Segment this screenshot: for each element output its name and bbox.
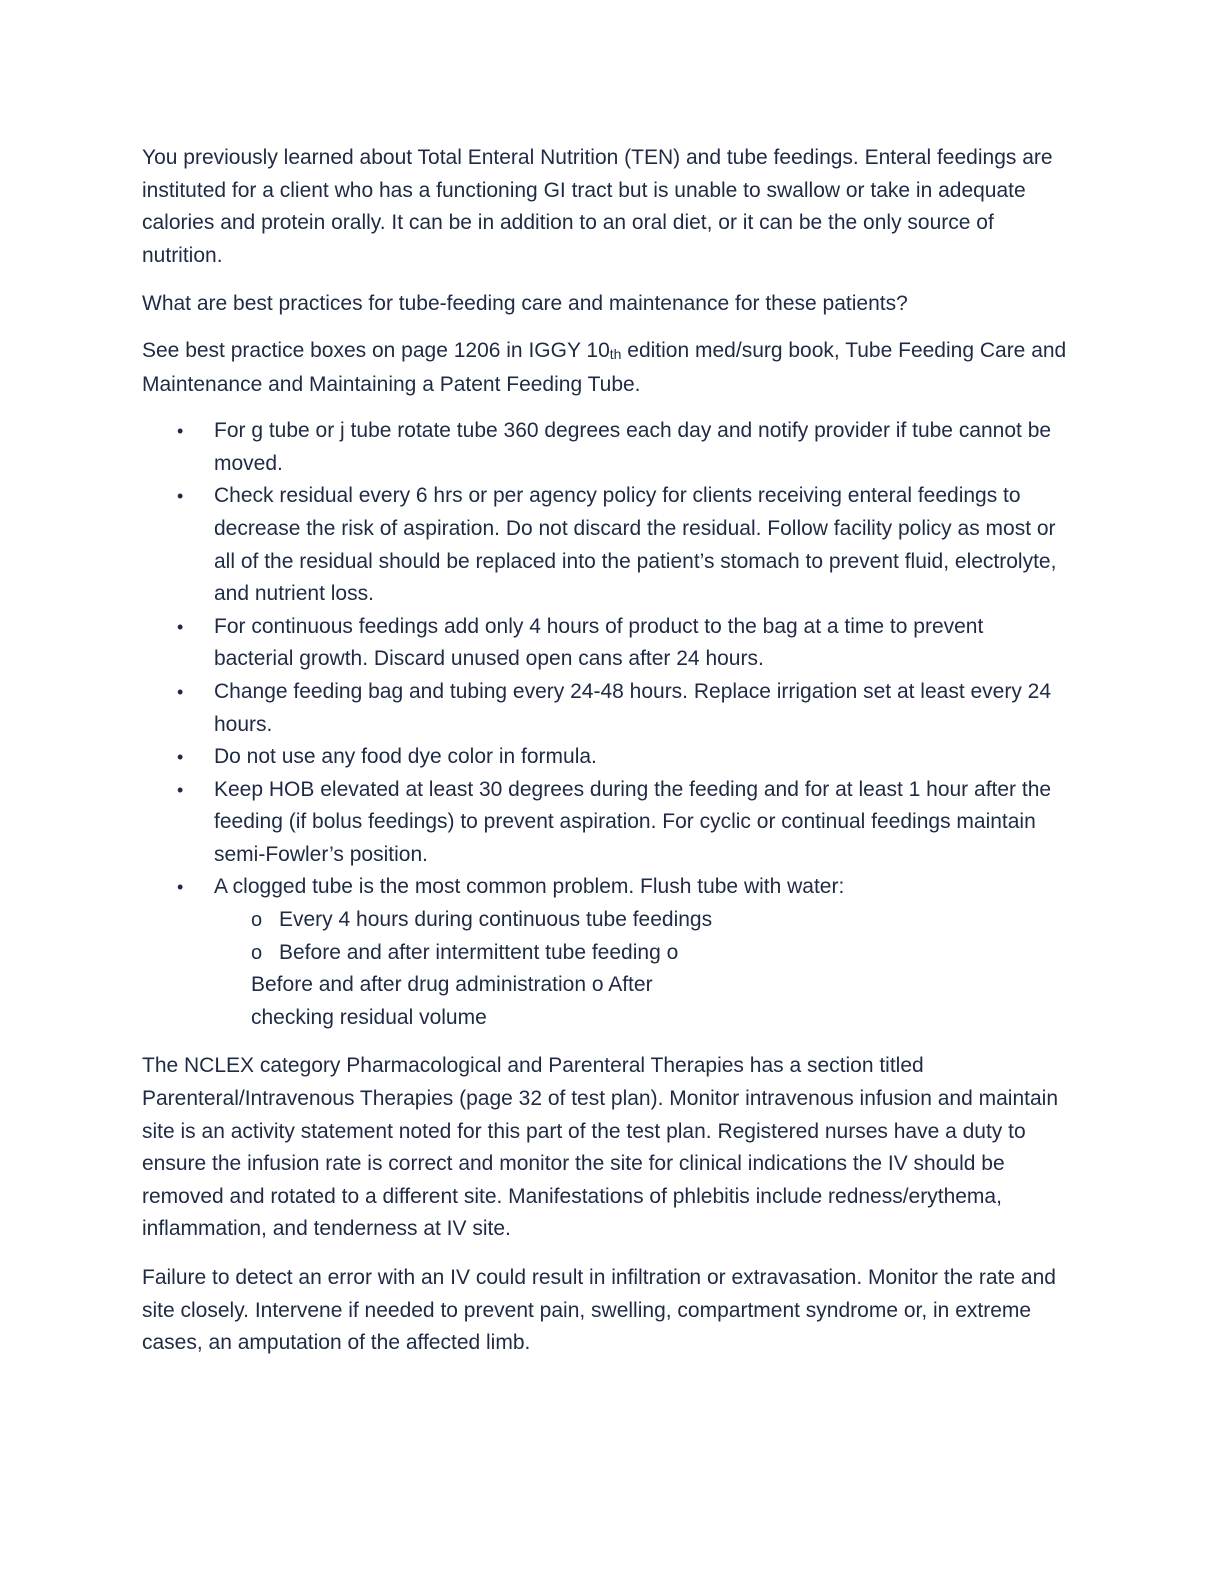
nclex-paragraph: The NCLEX category Pharmacological and Parenteral Therapies has a section titled Parenteral/Intravenous Therapies (page 32 of test plan). Monitor intravenous infusion and maintain site is an activity statement noted for this part of the test plan. Registered nurses have a duty to ensure the infusion rate is correct and monitor the site for clinical indications the IV should be removed and rotated to a different site. Manifestations of phlebitis include redness/erythema, inflammation, and tenderness at IV site. [142, 1054, 1058, 1241]
list-item [142, 480, 1072, 610]
reference-paragraph [142, 335, 1072, 401]
bullet-icon: • [177, 616, 184, 637]
list-item [142, 676, 1072, 741]
sub-list-item [214, 904, 1058, 937]
sub-list-item-text: Before and after intermittent tube feeding o [279, 940, 679, 964]
question-paragraph: What are best practices for tube-feeding care and maintenance for these patients? [142, 292, 908, 316]
list-item-text: Change feeding bag and tubing every 24-48 hours. Replace irrigation set at least every 24 hours. [214, 679, 1052, 736]
list-item-text: Keep HOB elevated at least 30 degrees during the feeding and for at least 1 hour after the feeding (if bolus feedings) to prevent aspiration. For cyclic or continual feedings maintain semi-Fowler’s position. [214, 777, 1052, 866]
bullet-icon: • [177, 681, 184, 702]
intro-paragraph: You previously learned about Total Enteral Nutrition (TEN) and tube feedings. Enteral feedings are instituted for a client who has a functioning GI tract but is unable to swallow or take in adequate calories and protein orally. It can be in addition to an oral diet, or it can be the only source of nutrition. [142, 146, 1053, 267]
sub-list-item [214, 937, 1058, 970]
list-item-text: For continuous feedings add only 4 hours of product to the bag at a time to prevent bacterial growth. Discard unused open cans after 24 hours. [214, 614, 984, 671]
reference-superscript: th [609, 345, 622, 362]
list-item [142, 774, 1072, 872]
bullet-icon: • [177, 421, 184, 442]
best-practice-list [142, 415, 1072, 1034]
document-page [142, 142, 1072, 1374]
list-item [142, 611, 1072, 676]
list-item-text: For g tube or j tube rotate tube 360 degrees each day and notify provider if tube cannot be moved. [214, 419, 1052, 475]
list-item-text: A clogged tube is the most common problem. Flush tube with water: [214, 875, 845, 899]
flush-sub-list [214, 904, 1058, 969]
list-item-text: Check residual every 6 hrs or per agency policy for clients receiving enteral feedings to decrease the risk of aspiration. Do not discard the residual. Follow facility policy as most or all of the residual should be replaced into the patient’s stomach to prevent fluid, electrolyte, and nutrient loss. [214, 484, 1057, 606]
sub-bullet-icon: o [251, 941, 263, 964]
sub-bullet-icon: o [251, 909, 263, 932]
sub-list-wrapped-text: Before and after drug administration o After checking residual volume [251, 973, 653, 1029]
bullet-icon: • [177, 779, 184, 800]
list-item [142, 741, 1072, 774]
sub-list-item-text: Every 4 hours during continuous tube feedings [279, 908, 713, 932]
list-item [142, 415, 1072, 480]
list-item-text: Do not use any food dye color in formula. [214, 745, 597, 769]
bullet-icon: • [177, 486, 184, 507]
bullet-icon: • [177, 877, 184, 898]
reference-text-before: See best practice boxes on page 1206 in IGGY 10 [142, 338, 610, 362]
bullet-icon: • [177, 747, 184, 768]
list-item [142, 871, 1072, 1034]
reference-text-after: edition med/surg book, Tube Feeding Care and Maintenance and Maintaining a Patent Feeding Tube. [142, 338, 1067, 396]
failure-paragraph: Failure to detect an error with an IV could result in infiltration or extravasation. Monitor the rate and site closely. Intervene if needed to prevent pain, swelling, compartment syndrome or, in extreme cases, an amputation of the affected limb. [142, 1266, 1056, 1355]
